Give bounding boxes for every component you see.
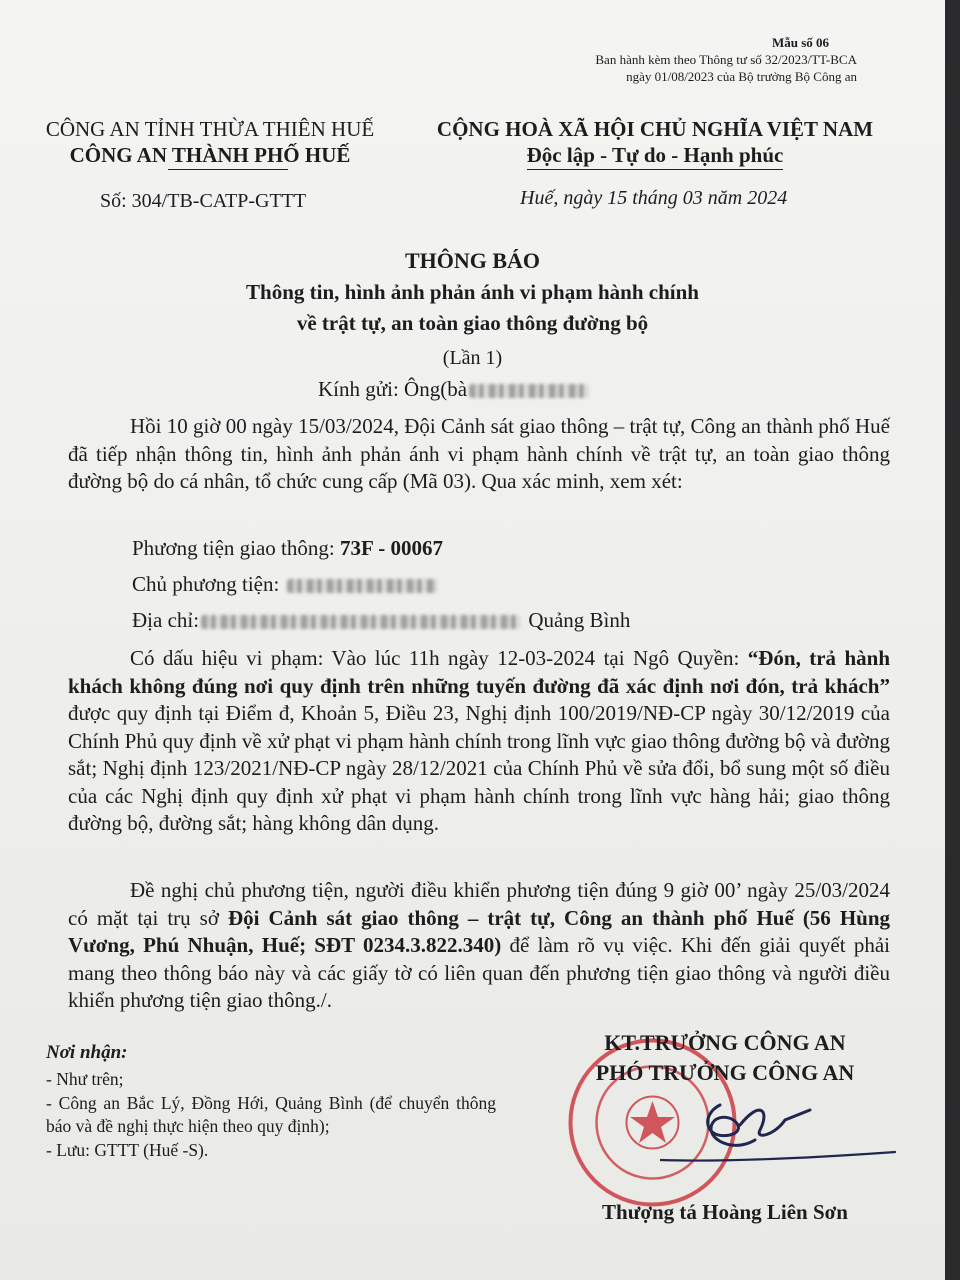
recipients-list: [46, 1068, 496, 1162]
address-label: Địa chỉ:: [132, 608, 200, 632]
request-paragraph: [68, 877, 890, 1015]
violation-description: “Đón, trả hành khách không đúng nơi quy định trên những tuyến đường đã xác định nơi đón, trả khách”: [68, 646, 890, 698]
agency-header: [30, 116, 390, 168]
document-subtitle-1: Thông tin, hình ảnh phản ánh vi phạm hành chính: [246, 280, 699, 304]
address-province: Quảng Bình: [528, 608, 631, 632]
recipients-label: Nơi nhận:: [46, 1042, 128, 1063]
intro-paragraph: Hồi 10 giờ 00 ngày 15/03/2024, Đội Cảnh sát giao thông – trật tự, Công an thành phố Huế đã tiếp nhận thông tin, hình ảnh phản ánh vi phạm hành chính về trật tự, an toàn giao thông đường bộ do cá nhân, tổ chức cung cấp (Mã 03). Qua xác minh, xem xét:: [68, 414, 890, 493]
vehicle-plate: 73F - 00067: [339, 536, 444, 560]
document-number: Số: 304/TB-CATP-GTTT: [100, 190, 307, 212]
violation-legal-basis: được quy định tại Điểm đ, Khoản 5, Điều 23, Nghị định 100/2019/NĐ-CP ngày 30/12/2019 của Chính Phủ quy định về xử phạt vi phạm hành chính trong lĩnh vực giao thông đường bộ và đường sắt; Nghị định 123/2021/NĐ-CP ngày 28/12/2021 của Chính Phủ về sửa đổi, bổ sung một số điều của các Nghị định quy định xử phạt vi phạm hành chính trong lĩnh vực hàng hải; giao thông đường bộ, đường sắt; hàng không dân dụng.: [68, 701, 890, 835]
address-field: [132, 608, 630, 633]
vehicle-field: [132, 536, 443, 561]
national-motto: Độc lập - Tự do - Hạnh phúc: [527, 142, 784, 170]
redacted-address: [201, 615, 521, 629]
signature-block: [560, 1028, 890, 1088]
recipient-item: - Lưu: GTTT (Huế -S).: [46, 1139, 209, 1160]
signature-stroke: [708, 1105, 810, 1145]
national-header: [420, 116, 890, 170]
national-name: CỘNG HOÀ XÃ HỘI CHỦ NGHĨA VIỆT NAM: [436, 117, 874, 141]
owner-field: [132, 572, 439, 597]
agency-parent: CÔNG AN TỈNH THỪA THIÊN HUẾ: [45, 117, 375, 141]
request-location: Đội Cảnh sát giao thông – trật tự, Công an thành phố Huế (56 Hùng Vương, Phú Nhuận, Huế; SĐT 0234.3.822.340): [68, 905, 891, 957]
violation-paragraph: [68, 645, 890, 838]
owner-label: Chủ phương tiện:: [132, 572, 285, 596]
form-issued-line: Ban hành kèm theo Thông tư số 32/2023/TT-BCA: [595, 52, 857, 67]
form-header: [595, 34, 857, 85]
recipient-item: - Như trên;: [46, 1069, 124, 1089]
form-number: Mẫu số 06: [771, 35, 829, 50]
redacted-owner: [287, 579, 437, 593]
vehicle-label: Phương tiện giao thông:: [132, 536, 340, 560]
addressee: [318, 377, 591, 402]
recipient-item: - Công an Bắc Lý, Đồng Hới, Quảng Bình (để chuyển thông báo và đề nghị thực hiện theo quy định);: [46, 1092, 496, 1136]
document-title: THÔNG BÁO: [404, 248, 541, 273]
form-issued-date: ngày 01/08/2023 của Bộ trưởng Bộ Công an: [626, 69, 857, 84]
attempt-number: (Lần 1): [442, 347, 503, 369]
signature-title-2: PHÓ TRƯỞNG CÔNG AN: [595, 1060, 855, 1085]
place-date: Huế, ngày 15 tháng 03 năm 2024: [520, 187, 788, 209]
violation-intro: Có dấu hiệu vi phạm: Vào lúc 11h ngày 12-03-2024 tại Ngô Quyền:: [130, 646, 748, 670]
signature-title-1: KT.TRƯỞNG CÔNG AN: [604, 1030, 846, 1055]
document-subtitle-2: về trật tự, an toàn giao thông đường bộ: [296, 311, 649, 335]
redacted-name: [469, 384, 589, 398]
handwritten-signature: [660, 1080, 900, 1190]
signer-name: Thượng tá Hoàng Liên Sơn: [602, 1200, 848, 1224]
addressee-label: Kính gửi: Ông(bà: [318, 377, 468, 401]
signature-underline: [660, 1152, 895, 1161]
agency-name: CÔNG AN THÀNH PHỐ HUẾ: [69, 143, 351, 167]
agency-underline: [168, 169, 288, 170]
request-intro: Đề nghị chủ phương tiện, người điều khiển phương tiện đúng 9 giờ 00’ ngày 25/03/2024 có mặt tại trụ sở: [68, 878, 890, 930]
request-instructions: để làm rõ vụ việc. Khi đến giải quyết phải mang theo thông báo này và các giấy tờ có liên quan đến phương tiện giao thông và người điều khiển phương tiện giao thông./.: [68, 933, 890, 1012]
